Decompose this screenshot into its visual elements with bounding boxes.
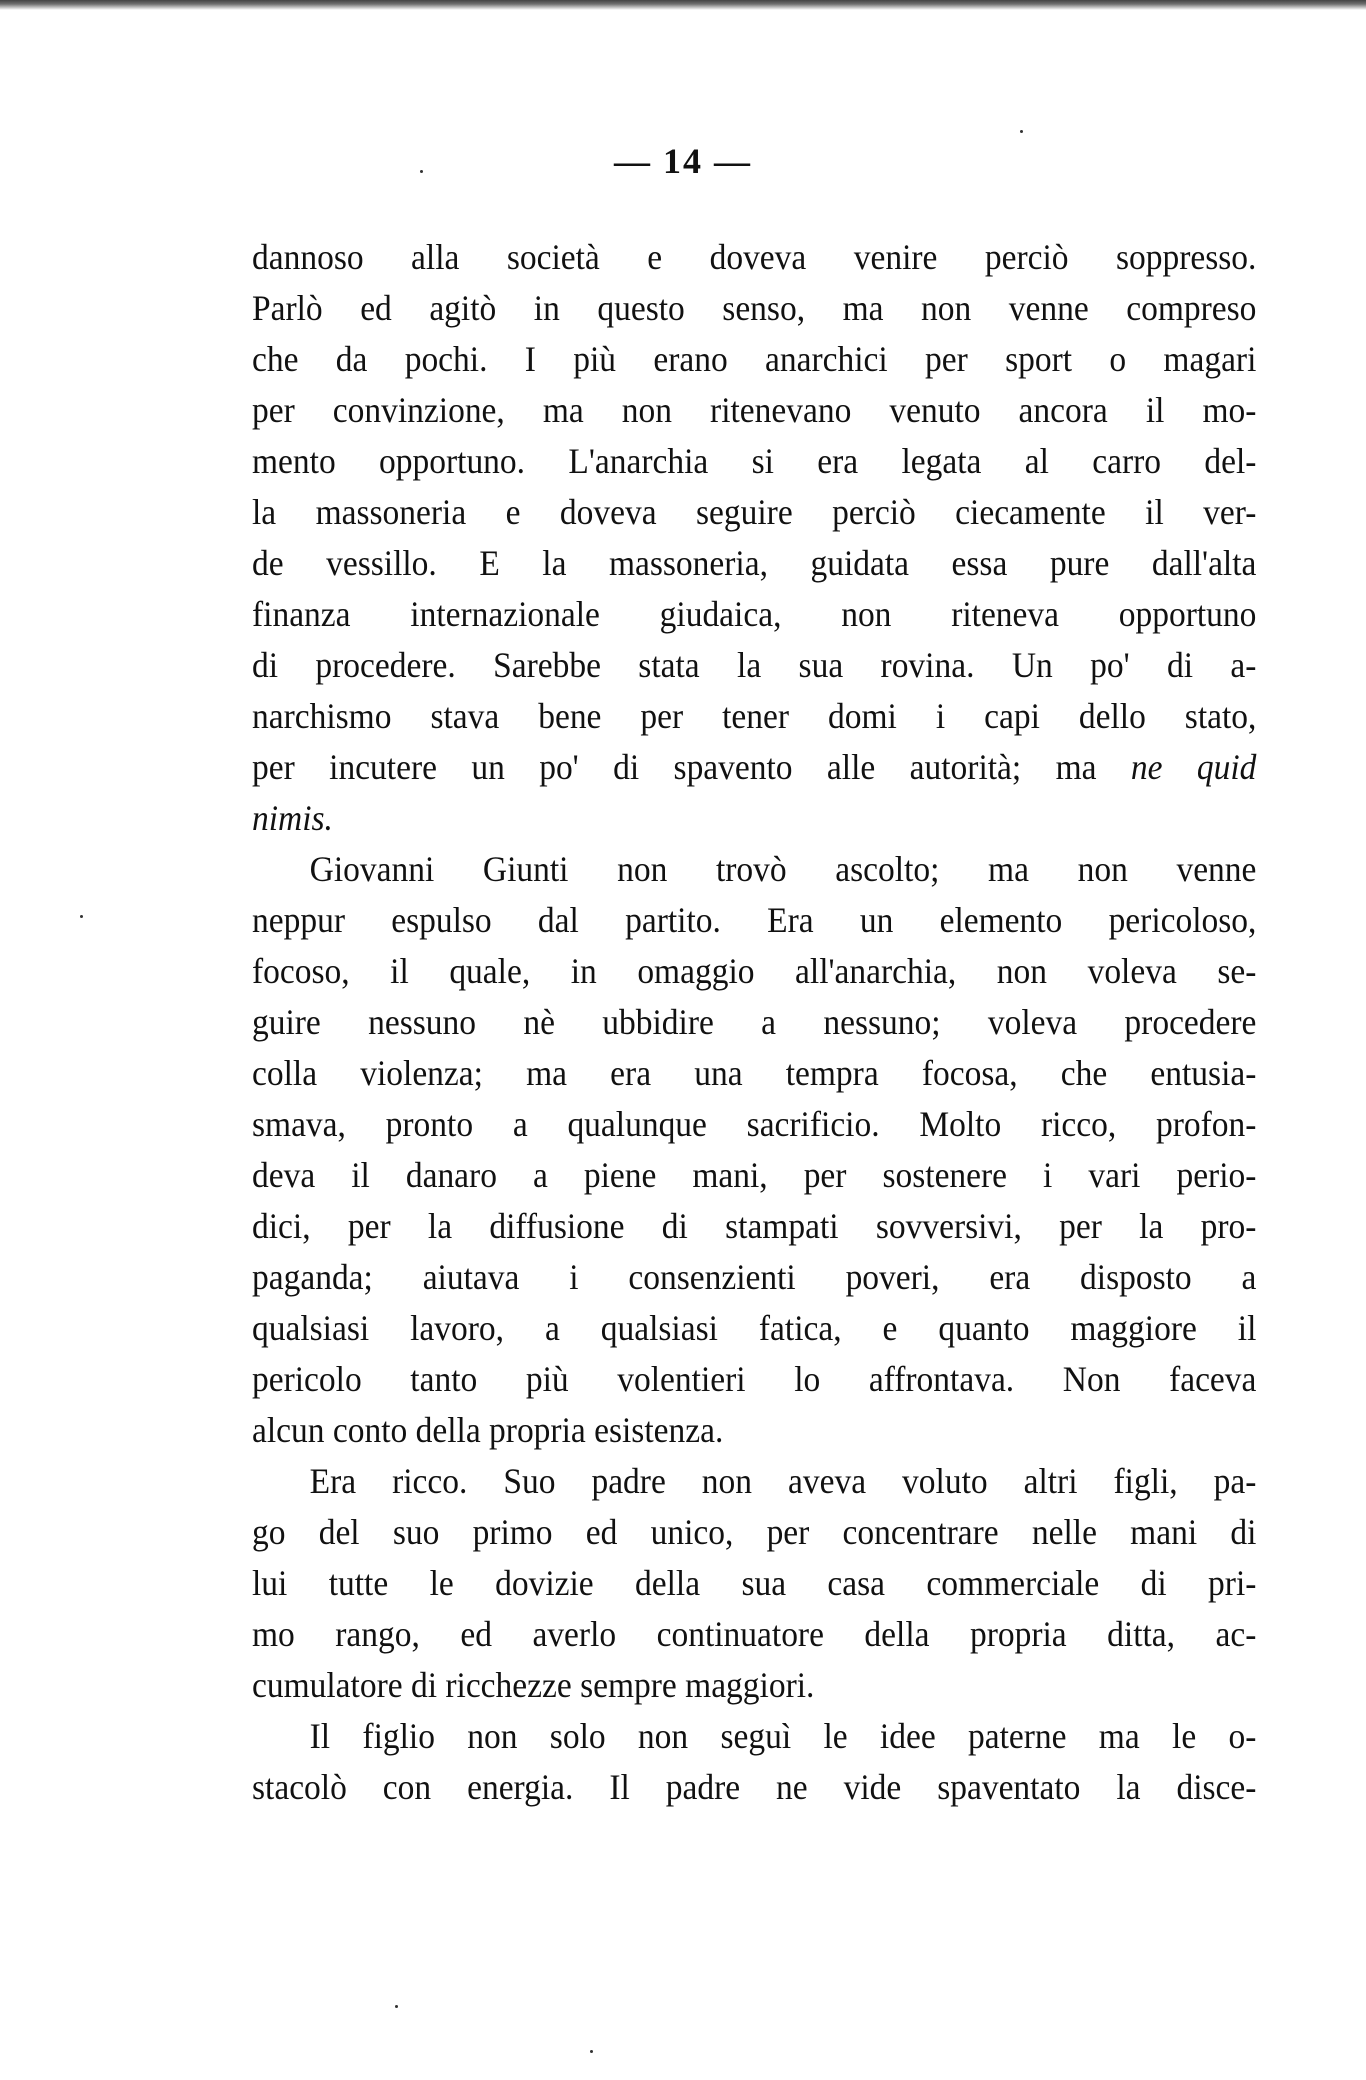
- text-line: qualsiasi lavoro, a qualsiasi fatica, e quanto maggiore il: [252, 1308, 1257, 1348]
- text-line: lui tutte le dovizie della sua casa commerciale di pri-: [252, 1563, 1257, 1603]
- text-line: deva il danaro a piene mani, per sostenere i vari perio-: [252, 1155, 1257, 1195]
- text-line: dici, per la diffusione di stampati sovversivi, per la pro-: [252, 1206, 1257, 1246]
- latin-phrase: nimis.: [252, 798, 333, 838]
- text-line: de vessillo. E la massoneria, guidata essa pure dall'alta: [252, 543, 1257, 583]
- page-number: — 14 —: [614, 141, 752, 181]
- text-line: mo rango, ed averlo continuatore della propria ditta, ac-: [252, 1614, 1257, 1654]
- text-line: che da pochi. I più erano anarchici per sport o magari: [252, 339, 1257, 379]
- text-line: neppur espulso dal partito. Era un elemento pericoloso,: [252, 900, 1257, 940]
- text-line: per convinzione, ma non ritenevano venuto ancora il mo-: [252, 390, 1257, 430]
- text-line: pericolo tanto più volentieri lo affrontava. Non faceva: [252, 1359, 1257, 1399]
- text-line: [252, 793, 1256, 844]
- scan-speck: [80, 915, 83, 918]
- text-line: paganda; aiutava i consenzienti poveri, era disposto a: [252, 1257, 1257, 1297]
- text-line: Parlò ed agitò in questo senso, ma non venne compreso: [252, 288, 1257, 328]
- scan-speck: [420, 170, 423, 173]
- text-line: mento opportuno. L'anarchia si era legata al carro del-: [252, 441, 1257, 481]
- text-line: smava, pronto a qualunque sacrificio. Molto ricco, profon-: [252, 1104, 1257, 1144]
- text-line: finanza internazionale giudaica, non riteneva opportuno: [252, 594, 1257, 634]
- text-line: focoso, il quale, in omaggio all'anarchia, non voleva se-: [252, 951, 1257, 991]
- text-line: alcun conto della propria esistenza.: [252, 1410, 724, 1450]
- paragraph-start: Era ricco. Suo padre non aveva voluto altri figli, pa-: [309, 1461, 1257, 1501]
- text-line: go del suo primo ed unico, per concentrare nelle mani di: [252, 1512, 1257, 1552]
- text-line: cumulatore di ricchezze sempre maggiori.: [252, 1665, 815, 1705]
- paragraph-start: Il figlio non solo non seguì le idee paterne ma le o-: [309, 1716, 1257, 1756]
- text-line: la massoneria e doveva seguire perciò ciecamente il ver-: [252, 492, 1257, 532]
- text-line: [252, 742, 1256, 793]
- page-body: [252, 232, 1257, 1813]
- text-line: narchismo stava bene per tener domi i capi dello stato,: [252, 696, 1257, 736]
- text-line: stacolò con energia. Il padre ne vide spaventato la disce-: [252, 1767, 1257, 1807]
- paragraph-start: Giovanni Giunti non trovò ascolto; ma non venne: [309, 849, 1257, 889]
- text-line: di procedere. Sarebbe stata la sua rovina. Un po' di a-: [252, 645, 1257, 685]
- text-line: guire nessuno nè ubbidire a nessuno; voleva procedere: [252, 1002, 1257, 1042]
- scan-speck: [1020, 130, 1023, 133]
- scan-edge: [0, 0, 1366, 10]
- text-line: dannoso alla società e doveva venire perciò soppresso.: [252, 237, 1257, 277]
- scan-speck: [590, 2050, 593, 2053]
- text-line: colla violenza; ma era una tempra focosa, che entusia-: [252, 1053, 1257, 1093]
- text-segment: per incutere un po' di spavento alle autorità; ma: [252, 747, 1097, 787]
- scan-speck: [395, 2005, 398, 2008]
- latin-phrase: ne quid: [1130, 747, 1257, 787]
